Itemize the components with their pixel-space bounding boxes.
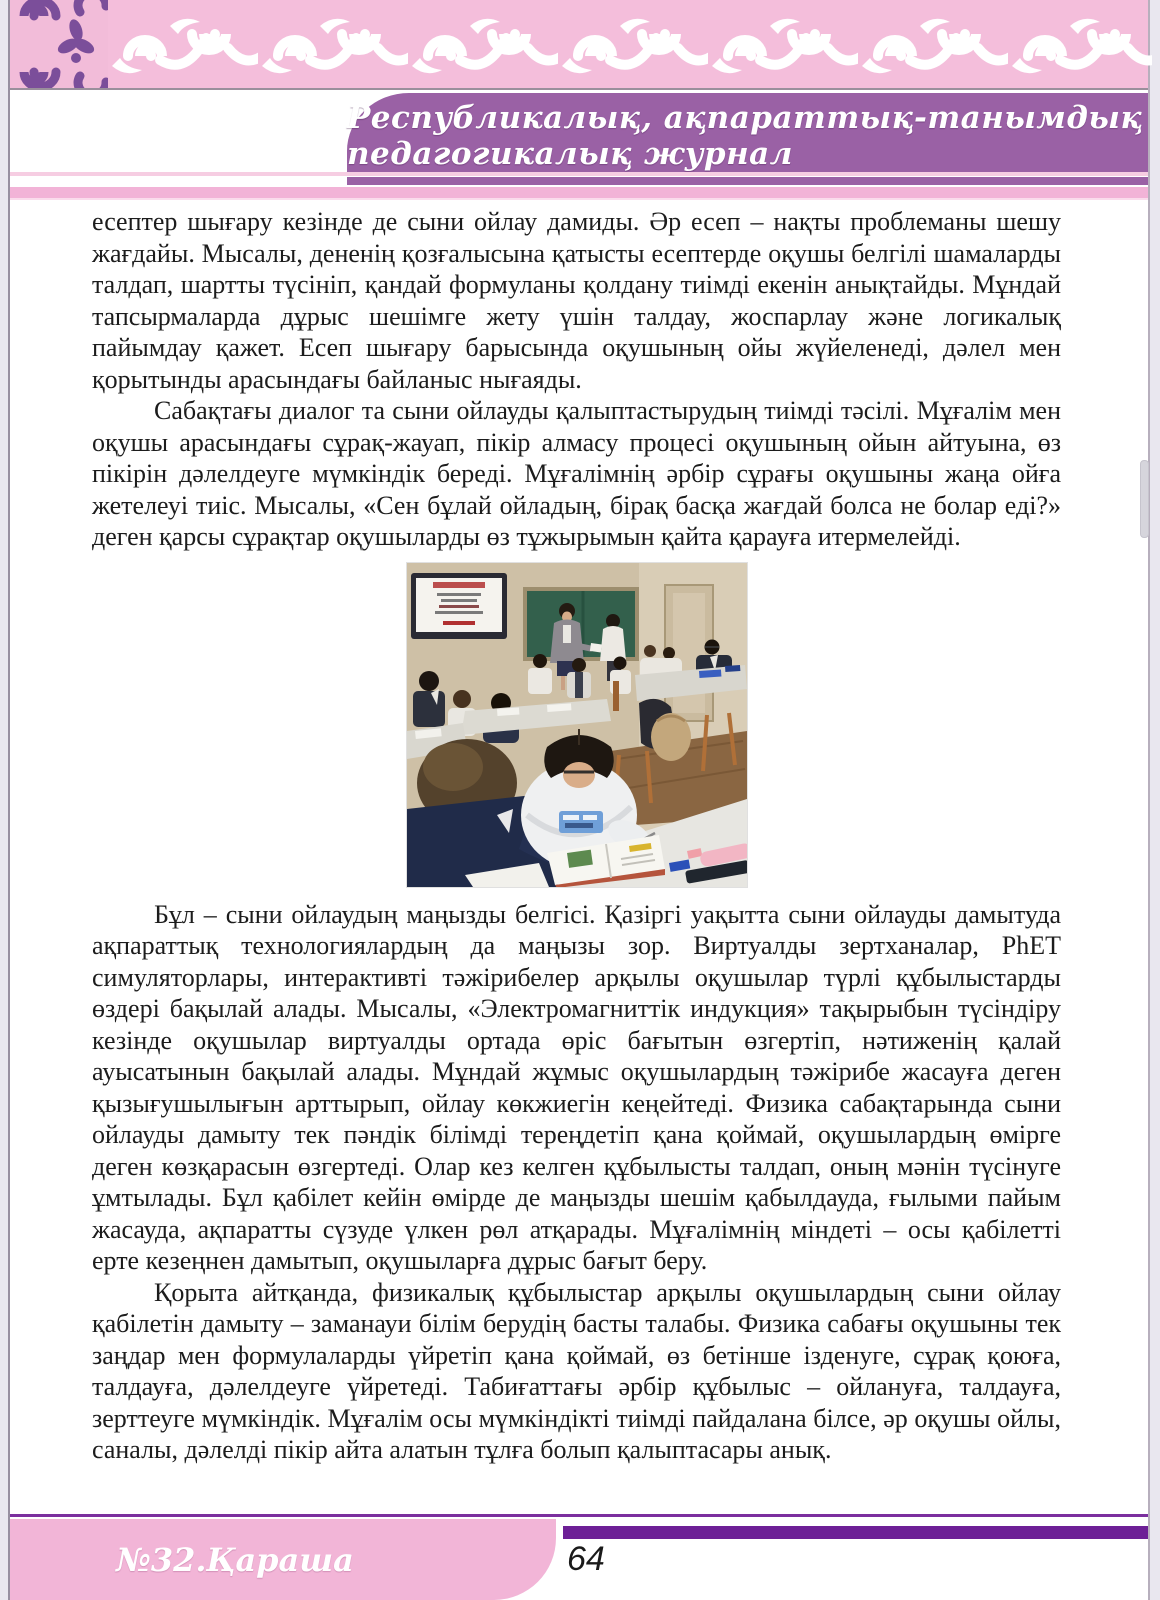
footer-purple-bar: [563, 1526, 1148, 1539]
kazakh-ornament-corner-icon: [10, 0, 108, 88]
scrollbar-thumb[interactable]: [1140, 460, 1149, 538]
header-ornament-band: [10, 0, 1148, 90]
article-paragraph: Бұл – сыни ойлаудың маңызды белгісі. Қазіргі уақытта сыни ойлауды дамытуда ақпараттық технологиялардың да маңызы зор. Виртуалды зертханалар, PhET симуляторлары, интерактивті тәжірибелер арқылы оқушылар түрлі құбылыстарды өздері бақылай алады. Мысалы, «Электромагниттік индукция» тақырыбын түсіндіру кезінде оқушылар виртуалды ортада өріс бағытын өзгертіп, нәтиженің қалай ауысатынын бақылай алады. Мұндай жұмыс оқушылардың тәжірибе жасауға деген қызығушылығын арттырып, ойлау көкжиегін кеңейтеді. Физика сабақтарында сыни ойлауды дамыту тек пәндік білімді тереңдетіп қана қоймай, оқушылардың өмірге деген көзқарасын өзгертеді. Олар кез келген құбылысты талдап, оның мәнін түсінуге ұмтылады. Бұл қабілет кейін өмірде де маңызды шешім қабылдауда, ғылыми пайым жасауда, ақпаратты сүзуде үлкен рөл атқарады. Мұғалімнің міндеті – осы қабілетті ерте кезеңнен дамытып, оқушыларға дұрыс бағыт беру.: [92, 899, 1061, 1275]
kazakh-scroll-pattern-icon: [108, 0, 1152, 88]
article-paragraph: Сабақтағы диалог та сыни ойлауды қалыптастырудың тиімді тәсілі. Мұғалім мен оқушы арасындағы сұрақ-жауап, пікір алмасу процесі оқушының ойын айтуына, өз пікірін дәлелдеуге мүмкіндік береді. Мұғалімнің әрбір сұрағы оқушыны жаңа ойға жетелеуі тиіс. Мысалы, «Сен бұлай ойладың, бірақ басқа жағдай болса не болар еді?» деген қарсы сұрақтар оқушыларды өз тұжырымын қайта қарауға итермелейді.: [92, 396, 1061, 551]
classroom-photo: [407, 563, 747, 887]
banner-underline-strip: [347, 177, 1148, 185]
issue-label: №32.Қараша: [116, 1540, 354, 1579]
footer-divider-line: [10, 1514, 1148, 1517]
article-paragraph: Қорыта айтқанда, физикалық құбылыстар арқылы оқушылардың сыни ойлау қабілетін дамыту – заманауи білім берудің басты талабы. Физика сабағы оқушыны тек заңдар мен формулаларды үйретіп қана қоймай, өз бетінше ізденуге, сұрақ қоюға, талдауға, дәлелдеуге үйретеді. Табиғаттағы әрбір құбылыс – ойлануға, талдауға, зерттеуге мүмкіндік. Мұғалім осы мүмкіндікті тиімді пайдалана білсе, әр оқушы ойлы, саналы, дәлелді пікір айта алатын тұлға болып қалыптасары анық.: [92, 1277, 1061, 1464]
journal-banner: [347, 93, 1148, 173]
article-paragraph: есептер шығару кезінде де сыни ойлау дамиды. Әр есеп – нақты проблеманы шешу жағдайы. Мысалы, дененің қозғалысына қатысты есептерде оқушы белгілі шамаларды талдап, шартты түсініп, қандай формуланы қолдану тиімді екенін анықтайды. Мұндай тапсырмаларда дұрыс шешімге жету үшін талдау, жоспарлау және логикалық пайымдау қажет. Есеп шығару барысында оқушының ойы жүйеленеді, дәлел мен қорытынды арасындағы байланыс нығаяды.: [92, 207, 1061, 394]
journal-page: [8, 0, 1150, 1600]
page-number: 64: [567, 1540, 605, 1578]
article-body: [92, 206, 1061, 1466]
classroom-photo-illustration: [407, 563, 747, 887]
header-pink-stripe: [10, 187, 1148, 200]
journal-subtitle: Республикалық, ақпараттық-танымдық педагогикалық журнал: [347, 100, 1143, 172]
header-hairline: [10, 172, 1148, 176]
footer-issue-block: [10, 1519, 556, 1600]
